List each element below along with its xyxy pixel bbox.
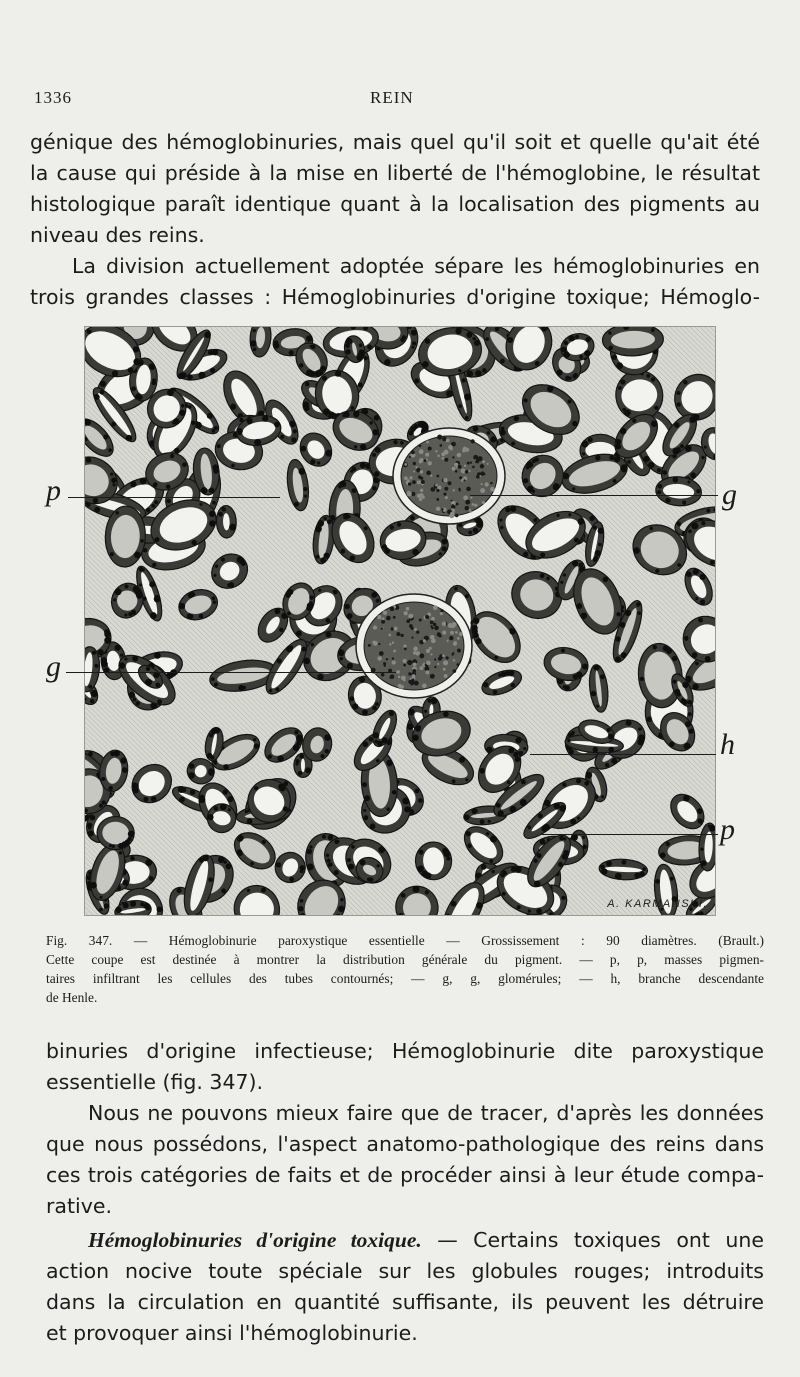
glomerulus-stipple	[408, 672, 411, 675]
glomerulus-stipple	[416, 631, 419, 634]
glomerulus-stipple	[470, 462, 472, 464]
glomerulus-stipple	[474, 504, 477, 507]
glomerulus-stipple	[389, 643, 391, 645]
glomerulus-stipple	[477, 472, 481, 476]
glomerulus-stipple	[382, 617, 385, 620]
glomerulus-stipple	[443, 660, 448, 665]
glomerulus-stipple	[425, 670, 429, 674]
caption-line: Cette coupe est destinée à montrer la distribution générale du pigment. — p, p, masses pigmen-	[46, 952, 764, 967]
glomerulus-stipple	[465, 448, 469, 452]
glomerulus-stipple	[430, 620, 434, 624]
glomerulus-stipple	[390, 674, 395, 679]
glomerulus-stipple	[431, 617, 434, 620]
glomerulus-stipple	[409, 476, 412, 479]
text-line: Nous ne pouvons mieux faire que de tracer, d'après les données	[88, 1101, 764, 1125]
glomerulus-stipple	[443, 493, 446, 496]
glomerulus-stipple	[490, 482, 492, 484]
glomerulus-stipple	[430, 653, 432, 655]
text-line: niveau des reins.	[30, 223, 205, 247]
label-leader-h	[530, 754, 716, 755]
glomerulus-stipple	[449, 636, 453, 640]
glomerulus-stipple	[398, 676, 400, 678]
paragraph-2	[30, 251, 760, 313]
glomerulus-stipple	[482, 460, 485, 463]
glomerulus-stipple	[441, 452, 445, 456]
glomerulus-stipple	[470, 510, 472, 512]
text-line: histologique paraît identique quant à la localisation des pigments au	[30, 192, 760, 216]
text-line: action nocive toute spéciale sur les globules rouges; introduits	[46, 1259, 764, 1283]
glomerulus-stipple	[419, 449, 424, 454]
glomerulus-stipple	[426, 649, 430, 653]
glomerulus-stipple	[400, 685, 404, 689]
glomerulus-stipple	[467, 462, 470, 465]
glomerulus-stipple	[434, 666, 436, 668]
glomerulus-stipple	[413, 662, 417, 666]
glomerulus-stipple	[426, 471, 431, 476]
label-leader-g-left	[66, 672, 396, 673]
glomerulus-stipple	[404, 647, 407, 650]
glomerulus-stipple	[444, 458, 448, 462]
glomerulus-stipple	[404, 463, 407, 466]
glomerulus-stipple	[440, 609, 443, 612]
glomerulus-stipple	[410, 682, 413, 685]
glomerulus-stipple	[419, 445, 422, 448]
glomerulus-stipple	[442, 622, 447, 627]
glomerulus-stipple	[456, 503, 459, 506]
text-line: La division actuellement adoptée sépare les hémoglobinuries en	[72, 254, 760, 278]
paragraph-3	[46, 1036, 764, 1098]
glomerulus-stipple	[453, 659, 456, 662]
figure-label-p-bottom: p	[720, 813, 735, 846]
glomerulus-stipple	[441, 457, 444, 460]
tubule	[216, 505, 237, 538]
glomerulus-stipple	[424, 666, 429, 671]
glomerulus-stipple	[456, 663, 459, 666]
glomerulus-stipple	[436, 507, 440, 511]
text-line: et provoquer ainsi l'hémoglobinurie.	[46, 1321, 418, 1345]
glomerulus-stipple	[448, 445, 453, 450]
glomerulus-stipple	[442, 437, 446, 441]
glomerulus-stipple	[435, 450, 437, 452]
glomerulus-stipple	[421, 480, 425, 484]
glomerulus-stipple	[452, 456, 454, 458]
glomerulus-stipple	[407, 479, 410, 482]
glomerulus-stipple	[463, 495, 468, 500]
glomerulus-stipple	[386, 616, 391, 621]
glomerulus-stipple	[403, 644, 406, 647]
glomerulus-stipple	[373, 641, 378, 646]
glomerulus-stipple	[379, 651, 384, 656]
glomerulus-stipple	[433, 623, 436, 626]
glomerulus-stipple	[445, 496, 448, 499]
figure-label-h: h	[720, 728, 735, 761]
glomerulus-stipple	[459, 632, 463, 636]
glomerulus-stipple	[451, 625, 454, 628]
glomerulus-stipple	[413, 462, 416, 465]
glomerulus-stipple	[450, 631, 454, 635]
paragraph-4	[46, 1098, 764, 1222]
glomerulus-stipple	[404, 476, 408, 480]
glomerulus-stipple	[392, 660, 396, 664]
glomerulus-stipple	[480, 483, 482, 485]
glomerulus-stipple	[407, 491, 412, 496]
glomerulus-stipple	[453, 669, 457, 673]
glomerulus-stipple	[412, 480, 416, 484]
glomerulus-stipple	[472, 466, 475, 469]
glomerulus-stipple	[392, 657, 394, 659]
glomerulus-stipple	[437, 434, 442, 439]
glomerulus-stipple	[381, 673, 385, 677]
page-header	[34, 88, 764, 114]
glomerulus-stipple	[419, 653, 424, 658]
glomerulus-stipple	[446, 656, 449, 659]
glomerulus-stipple	[403, 664, 406, 667]
caption-line: de Henle.	[46, 990, 98, 1005]
glomerulus-stipple	[437, 663, 439, 665]
glomerulus-stipple	[452, 467, 456, 471]
glomerulus-stipple	[373, 626, 377, 630]
glomerulus-stipple	[400, 634, 403, 637]
glomerulus-stipple	[426, 661, 431, 666]
glomerulus-stipple	[425, 615, 429, 619]
text-line: dans la circulation en quantité suffisante, ils peuvent les détruire	[46, 1290, 764, 1314]
caption-line: Fig. 347. — Hémoglobinurie paroxystique essentielle — Grossissement : 90 diamètres. (Brault.)	[46, 933, 764, 948]
glomerulus-stipple	[414, 681, 419, 686]
glomerulus-stipple	[419, 666, 423, 670]
glomerulus-stipple	[419, 498, 422, 501]
text-line: que nous possédons, l'aspect anatomo-pathologique des reins dans	[46, 1132, 764, 1156]
paragraph-1	[30, 127, 760, 251]
glomerulus-stipple	[406, 619, 410, 623]
glomerulus-stipple	[396, 670, 400, 674]
glomerulus-stipple	[442, 631, 446, 635]
figure-label-g-top: g	[722, 478, 737, 511]
text-line: rative.	[46, 1194, 112, 1218]
text-line-with-heading	[46, 1225, 764, 1256]
glomerulus-stipple	[462, 449, 465, 452]
heading-line-rest: — Certains toxiques ont une	[421, 1228, 764, 1252]
glomerulus-stipple	[411, 451, 415, 455]
glomerulus-stipple	[455, 631, 458, 634]
text-line: essentielle (fig. 347).	[46, 1070, 264, 1094]
glomerulus-stipple	[455, 514, 459, 518]
figure-label-g-left: g	[46, 650, 61, 683]
glomerulus-stipple	[436, 498, 439, 501]
glomerulus-stipple	[485, 482, 489, 486]
glomerulus-stipple	[480, 464, 484, 468]
glomerulus-stipple	[440, 612, 443, 615]
glomerulus-stipple	[463, 479, 465, 481]
figure-caption	[46, 931, 764, 1007]
glomerulus-stipple	[417, 480, 421, 484]
glomerulus-stipple	[455, 470, 458, 473]
glomerulus-stipple	[433, 605, 438, 610]
glomerulus-stipple	[458, 465, 462, 469]
glomerulus-stipple	[439, 444, 442, 447]
glomerulus-stipple	[422, 684, 427, 689]
glomerulus-stipple	[482, 501, 485, 504]
glomerulus-stipple	[449, 513, 454, 518]
glomerulus-stipple	[490, 487, 495, 492]
text-line: ces trois catégories de faits et de procéder ainsi à leur étude compa-	[46, 1163, 764, 1187]
text-line: la cause qui préside à la mise en liberté de l'hémoglobine, le résultat	[30, 161, 760, 185]
glomerulus-stipple	[413, 646, 418, 651]
glomerulus-stipple	[473, 455, 478, 460]
glomerulus-stipple	[381, 627, 383, 629]
histology-figure	[84, 326, 716, 916]
glomerulus-stipple	[441, 508, 443, 510]
glomerulus-stipple	[419, 493, 424, 498]
glomerulus-stipple	[392, 642, 394, 644]
paragraph-5	[46, 1225, 764, 1349]
glomerulus-stipple	[469, 509, 471, 511]
glomerulus-stipple	[434, 626, 439, 631]
caption-line: taires infiltrant les cellules des tubes contournés; — g, g, glomérules; — h, branche descendante	[46, 971, 764, 986]
glomerulus-stipple	[447, 481, 451, 485]
section-heading: Hémoglobinuries d'origine toxique.	[88, 1228, 422, 1252]
glomerulus-stipple	[426, 441, 429, 444]
glomerulus-stipple	[446, 640, 448, 642]
glomerulus-stipple	[419, 619, 422, 622]
glomerulus-stipple	[377, 615, 381, 619]
glomerulus-stipple	[443, 478, 447, 482]
glomerulus-stipple	[470, 497, 472, 499]
glomerulus-stipple	[423, 639, 426, 642]
glomerulus-stipple	[383, 610, 387, 614]
glomerulus-stipple	[411, 627, 414, 630]
glomerulus-stipple	[396, 632, 400, 636]
glomerulus-stipple	[434, 658, 436, 660]
glomerulus-stipple	[377, 656, 382, 661]
label-leader-p-bottom	[540, 834, 718, 835]
glomerulus-stipple	[464, 465, 466, 467]
glomerulus-stipple	[368, 644, 371, 647]
glomerulus-stipple	[444, 487, 448, 491]
glomerulus-stipple	[409, 456, 411, 458]
glomerulus-stipple	[465, 506, 470, 511]
glomerulus-stipple	[401, 676, 406, 681]
glomerulus-stipple	[430, 635, 435, 640]
text-line: trois grandes classes : Hémoglobinuries d'origine toxique; Hémoglo-	[30, 285, 760, 309]
glomerulus-stipple	[403, 659, 407, 663]
figure-label-p-top: p	[46, 474, 61, 507]
glomerulus-stipple	[430, 625, 432, 627]
glomerulus-stipple	[420, 470, 423, 473]
page-number: 1336	[34, 88, 72, 107]
glomerulus-stipple	[480, 471, 484, 475]
illustrator-signature: A. KARMANSKI.	[607, 898, 708, 910]
glomerulus-stipple	[394, 627, 398, 631]
glomerulus-stipple	[428, 461, 432, 465]
running-head: REIN	[370, 88, 414, 107]
glomerulus-stipple	[388, 634, 391, 637]
glomerulus-stipple	[438, 657, 442, 661]
glomerulus-stipple	[411, 636, 413, 638]
glomerulus-stipple	[437, 632, 441, 636]
glomerulus-stipple	[414, 628, 417, 631]
glomerulus-stipple	[393, 616, 396, 619]
glomerulus-stipple	[418, 475, 421, 478]
glomerulus-stipple	[420, 489, 423, 492]
glomerulus-stipple	[457, 637, 460, 640]
glomerulus-stipple	[452, 652, 454, 654]
glomerulus-stipple	[452, 504, 454, 506]
text-line: génique des hémoglobinuries, mais quel qu'il soit et quelle qu'ait été	[30, 130, 760, 154]
label-leader-g-top	[470, 495, 718, 496]
glomerulus-stipple	[428, 446, 432, 450]
glomerulus-stipple	[459, 476, 462, 479]
glomerulus-stipple	[416, 651, 420, 655]
glomerulus-stipple	[466, 487, 471, 492]
glomerulus-stipple	[442, 654, 445, 657]
glomerulus-stipple	[393, 650, 396, 653]
glomerulus-stipple	[408, 614, 413, 619]
glomerulus-stipple	[419, 460, 423, 464]
glomerulus-stipple	[436, 489, 439, 492]
glomerulus-stipple	[386, 658, 388, 660]
glomerulus-stipple	[407, 660, 412, 665]
glomerulus-stipple	[457, 453, 461, 457]
glomerulus-stipple	[487, 463, 489, 465]
text-line: binuries d'origine infectieuse; Hémoglobinurie dite paroxystique	[46, 1039, 764, 1063]
glomerulus-stipple	[477, 456, 482, 461]
glomerulus-stipple	[404, 611, 408, 615]
glomerulus-stipple	[391, 627, 394, 630]
glomerulus-stipple	[465, 500, 470, 505]
glomerulus-stipple	[453, 642, 457, 646]
glomerulus-stipple	[472, 503, 475, 506]
glomerulus-stipple	[383, 662, 386, 665]
glomerulus-stipple	[468, 470, 470, 472]
glomerulus-stipple	[471, 439, 475, 443]
label-leader-p-top	[68, 497, 280, 498]
glomerulus-stipple	[430, 674, 435, 679]
glomerulus-stipple	[444, 674, 448, 678]
glomerulus-stipple	[406, 607, 410, 611]
glomerulus-stipple	[430, 475, 432, 477]
glomerulus-stipple	[381, 620, 385, 624]
glomerulus-stipple	[435, 484, 438, 487]
glomerulus-stipple	[425, 453, 429, 457]
glomerulus-stipple	[424, 459, 427, 462]
glomerulus-stipple	[390, 606, 395, 611]
glomerulus-stipple	[437, 455, 440, 458]
kidney-section-illustration	[84, 326, 716, 916]
glomerulus-stipple	[443, 668, 446, 671]
glomerulus-stipple	[378, 643, 380, 645]
glomerulus-stipple	[461, 468, 466, 473]
glomerulus-stipple	[480, 488, 485, 493]
glomerulus-stipple	[459, 489, 461, 491]
glomerulus-stipple	[413, 471, 415, 473]
glomerulus-stipple	[457, 648, 461, 652]
glomerulus-stipple	[465, 470, 469, 474]
glomerulus-stipple	[408, 482, 412, 486]
glomerulus-stipple	[436, 475, 439, 478]
glomerulus-stipple	[446, 439, 450, 443]
glomerulus-stipple	[453, 489, 455, 491]
